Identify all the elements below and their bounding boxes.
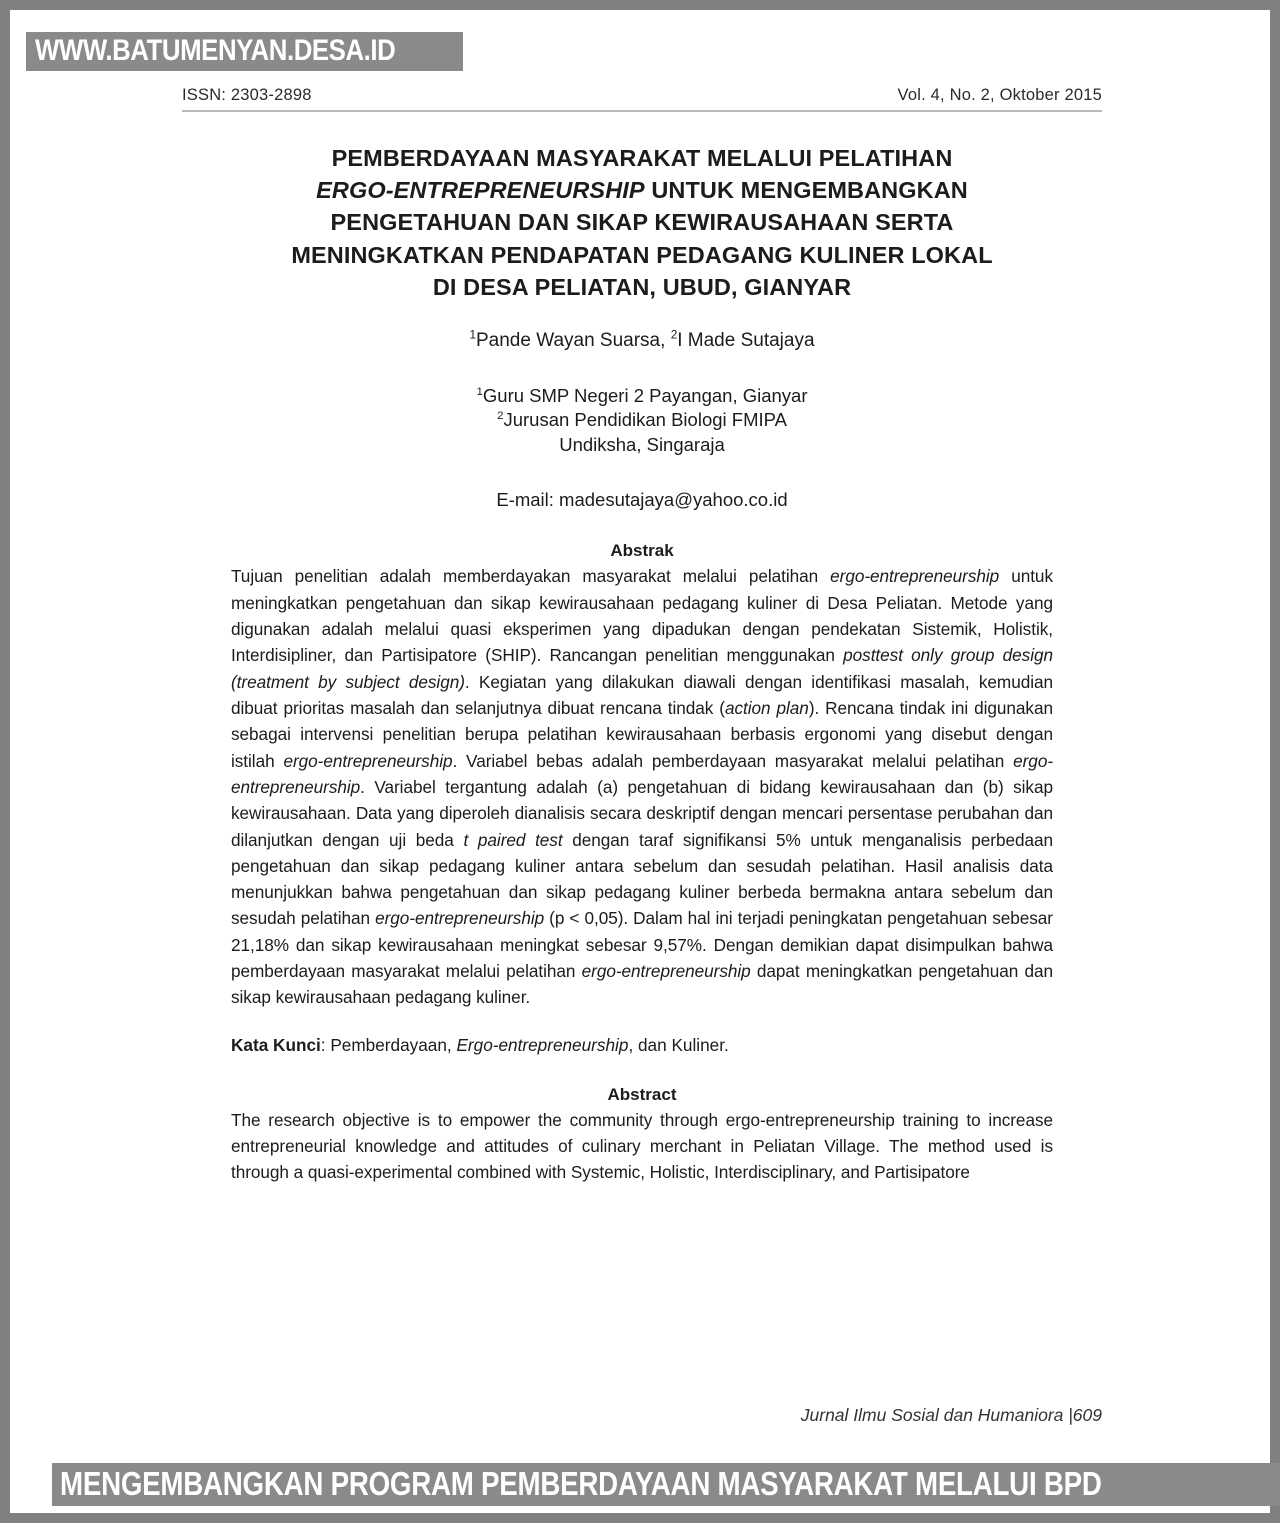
article-title [227, 142, 1057, 303]
abstrak-heading: Abstrak [610, 541, 674, 561]
title-line-1: PEMBERDAYAAN MASYARAKAT MELALUI PELATIHAN [331, 145, 953, 171]
affiliation-2-text: Jurusan Pendidikan Biologi FMIPA [503, 409, 787, 431]
affiliation-block [182, 384, 1102, 458]
abstrak-body [231, 563, 1053, 1010]
keywords-separator: : Pemberdayaan, [320, 1034, 457, 1055]
title-line-4: MENINGKATKAN PENDAPATAN PEDAGANG KULINER LOKAL [291, 241, 993, 268]
abstrak-seg-2: untuk meningkatkan pengetahuan dan sikap kewirausahaan pedagang kuliner di Desa Peliatan. Metode yang digunakan adalah melalui quasi eksperimen yang dipadukan dengan pendekatan Sistemik, Holistik, Interdisipliner, dan Partisipatore (SHIP). Rancangan penelitian menggunakan [231, 566, 1053, 666]
abstrak-italic-3: action plan [724, 697, 809, 718]
title-line-2-rest: UNTUK MENGEMBANGKAN [644, 177, 968, 204]
abstrak-italic-6: t paired test [463, 829, 563, 850]
affiliation-1-text: Guru SMP Negeri 2 Payangan, Gianyar [482, 384, 808, 406]
author-2-name: I Made Sutajaya [677, 329, 815, 351]
issn-label: ISSN: 2303-2898 [182, 86, 312, 104]
abstrak-seg-1: Tujuan penelitian adalah memberdayakan masyarakat melalui pelatihan [231, 566, 831, 587]
keywords-italic-term: Ergo-entrepreneurship [456, 1034, 629, 1055]
author-2-marker: 2 [670, 328, 678, 342]
abstract-heading: Abstract [607, 1084, 677, 1104]
keywords-tail: , dan Kuliner. [628, 1034, 729, 1055]
page-footer: Jurnal Ilmu Sosial dan Humaniora |609 [800, 1405, 1102, 1425]
author-1-name: Pande Wayan Suarsa, [476, 329, 671, 351]
abstrak-italic-2: posttest only group design (treatment by subject design) [231, 645, 1053, 692]
abstrak-italic-1: ergo-entrepreneurship [830, 566, 1000, 587]
title-line-5: DI DESA PELIATAN, UBUD, GIANYAR [432, 273, 852, 300]
abstrak-seg-6: . Variabel tergantung adalah (a) pengetahuan di bidang kewirausahaan dan (b) sikap kewirausahaan. Data yang diperoleh dianalisis secara deskriptif dengan mencari persentase perubahan dan dilanjutkan dengan uji beda [231, 776, 1053, 850]
title-line-2-italic: ERGO-ENTREPRENEURSHIP [316, 177, 645, 204]
keywords-line [231, 1033, 1053, 1059]
contact-email: E-mail: madesutajaya@yahoo.co.id [496, 489, 788, 511]
abstrak-seg-5: . Variabel bebas adalah pemberdayaan masyarakat melalui pelatihan [452, 750, 1014, 771]
abstrak-seg-7: dengan taraf signifikansi 5% untuk menganalisis perbedaan pengetahuan dan sikap pedagang kuliner antara sebelum dan sesudah pelatihan. Hasil analisis data menunjukkan bahwa pengetahuan dan sikap pedagang kuliner berbeda bermakna antara sebelum dan sesudah pelatihan [231, 829, 1054, 929]
abstrak-seg-4: ). Rencana tindak ini digunakan sebagai intervensi penelitian berupa pelatihan kewirausahaan berbasis ergonomi yang disebut dengan istilah [231, 697, 1053, 771]
volume-issue-label: Vol. 4, No. 2, Oktober 2015 [897, 86, 1102, 104]
title-line-3: PENGETAHUAN DAN SIKAP KEWIRAUSAHAAN SERTA [330, 209, 954, 236]
bottom-watermark-banner [52, 1463, 1280, 1506]
affiliation-1-marker: 1 [476, 385, 483, 398]
abstrak-italic-7: ergo-entrepreneurship [375, 908, 545, 929]
document-page [10, 10, 1270, 1513]
abstrak-seg-8: (p < 0,05). Dalam hal ini terjadi peningkatan pengetahuan sebesar 21,18% dan sikap kewirausahaan meningkat sebesar 9,57%. Dengan demikian dapat disimpulkan bahwa pemberdayaan masyarakat melalui pelatihan [231, 908, 1053, 982]
abstract-body: The research objective is to empower the community through ergo-entrepreneurship training to increase entrepreneurial knowledge and attitudes of culinary merchant in Peliatan Village. The method used is through a quasi-experimental combined with Systemic, Holistic, Interdisciplinary, and Partisipatore [231, 1109, 1053, 1183]
affiliation-2-marker: 2 [497, 410, 504, 423]
top-watermark-banner [26, 32, 463, 71]
watermark-caption-text: MENGEMBANGKAN PROGRAM PEMBERDAYAAN MASYARAKAT MELALUI BPD [60, 1465, 1102, 1502]
author-1-marker: 1 [469, 328, 476, 342]
abstrak-italic-5: ergo-entrepreneurship [231, 750, 1053, 797]
abstrak-seg-3: . Kegiatan yang dilakukan diawali dengan identifikasi masalah, kemudian dibuat prioritas masalah dan selanjutnya dibuat rencana tindak ( [231, 671, 1053, 718]
article-content [182, 142, 1102, 1185]
abstrak-italic-4: ergo-entrepreneurship [283, 750, 453, 771]
abstrak-italic-8: ergo-entrepreneurship [581, 961, 751, 982]
keywords-label: Kata Kunci [231, 1034, 321, 1055]
journal-header [182, 86, 1102, 112]
abstrak-seg-9: dapat meningkatkan pengetahuan dan sikap kewirausahaan pedagang kuliner. [231, 961, 1053, 1008]
author-list [182, 329, 1102, 354]
affiliation-3-text: Undiksha, Singaraja [559, 433, 725, 455]
watermark-url-text: WWW.BATUMENYAN.DESA.ID [35, 34, 396, 67]
